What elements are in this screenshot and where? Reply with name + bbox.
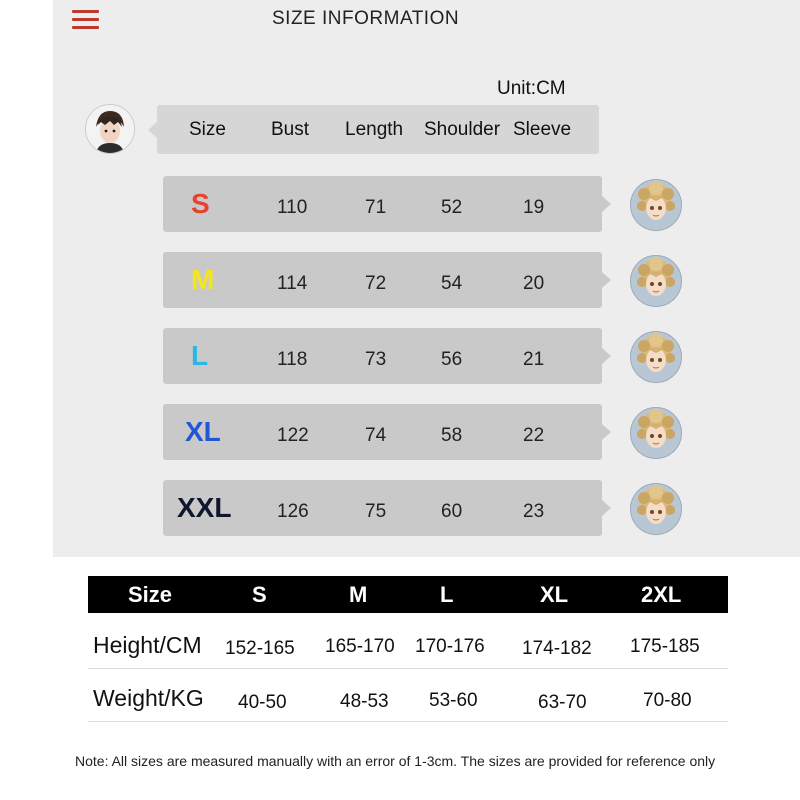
fit-row-label: Weight/KG <box>93 685 204 711</box>
size-row-s <box>163 176 602 232</box>
bust-value: 126 <box>277 501 309 522</box>
fit-header-size: Size <box>128 582 173 607</box>
sleeve-value: 21 <box>523 349 545 370</box>
sleeve-value: 22 <box>523 425 545 446</box>
size-row-m <box>163 252 602 308</box>
size-row-xl <box>163 404 602 460</box>
fit-header-2xl: 2XL <box>641 582 682 607</box>
fit-cell: 165-170 <box>325 636 395 657</box>
size-label: XXL <box>177 492 232 523</box>
size-row-l <box>163 328 602 384</box>
shoulder-value: 56 <box>441 349 463 370</box>
bust-value: 118 <box>277 349 308 370</box>
curly-hair-avatar-icon <box>630 255 682 307</box>
shoulder-value: 54 <box>441 273 463 294</box>
unit-label: Unit:CM <box>497 78 566 99</box>
size-label: XL <box>185 416 221 447</box>
bust-value: 114 <box>277 273 308 294</box>
bust-value: 122 <box>277 425 309 446</box>
fit-cell: 170-176 <box>415 636 485 657</box>
fit-cell: 48-53 <box>340 691 389 712</box>
sleeve-value: 23 <box>523 501 545 522</box>
fit-cell: 63-70 <box>538 692 587 713</box>
fit-cell: 40-50 <box>238 692 287 713</box>
fit-table-header <box>88 576 728 613</box>
size-row-xxl <box>163 480 602 536</box>
page-title: SIZE INFORMATION <box>272 8 460 29</box>
sleeve-value: 19 <box>523 197 545 218</box>
column-header-shoulder: Shoulder <box>424 119 501 140</box>
bust-value: 110 <box>277 197 308 218</box>
sleeve-value: 20 <box>523 273 545 294</box>
column-header-length: Length <box>345 119 404 140</box>
curly-hair-avatar-icon <box>630 179 682 231</box>
shoulder-value: 52 <box>441 197 463 218</box>
fit-header-xl: XL <box>540 582 569 607</box>
fit-cell: 53-60 <box>429 690 478 711</box>
size-label: S <box>191 188 210 219</box>
curly-hair-avatar-icon <box>630 483 682 535</box>
length-value: 74 <box>365 425 387 446</box>
curly-hair-avatar-icon <box>630 331 682 383</box>
fit-cell: 174-182 <box>522 638 592 659</box>
length-value: 75 <box>365 501 387 522</box>
hamburger-menu-icon[interactable] <box>72 10 99 30</box>
length-value: 71 <box>365 197 387 218</box>
measure-table-header <box>157 105 599 154</box>
curly-hair-avatar-icon <box>630 407 682 459</box>
disclaimer-note: Note: All sizes are measured manually with an error of 1-3cm. The sizes are provided for reference only <box>75 753 716 769</box>
fit-row-height <box>88 616 728 669</box>
fit-header-s: S <box>252 582 267 607</box>
fit-header-l: L <box>440 582 454 607</box>
length-value: 72 <box>365 273 387 294</box>
size-label: L <box>191 340 209 371</box>
column-header-bust: Bust <box>271 119 310 140</box>
fit-row-weight <box>88 669 728 722</box>
fit-cell: 152-165 <box>225 638 295 659</box>
shoulder-value: 60 <box>441 501 463 522</box>
length-value: 73 <box>365 349 387 370</box>
fit-row-label: Height/CM <box>93 632 202 658</box>
size-label: M <box>191 264 215 295</box>
fit-cell: 175-185 <box>630 636 700 657</box>
column-header-sleeve: Sleeve <box>513 119 572 140</box>
shoulder-value: 58 <box>441 425 463 446</box>
fit-header-m: M <box>349 582 368 607</box>
column-header-size: Size <box>189 119 226 140</box>
fit-cell: 70-80 <box>643 690 692 711</box>
character-avatar-icon <box>85 104 135 154</box>
